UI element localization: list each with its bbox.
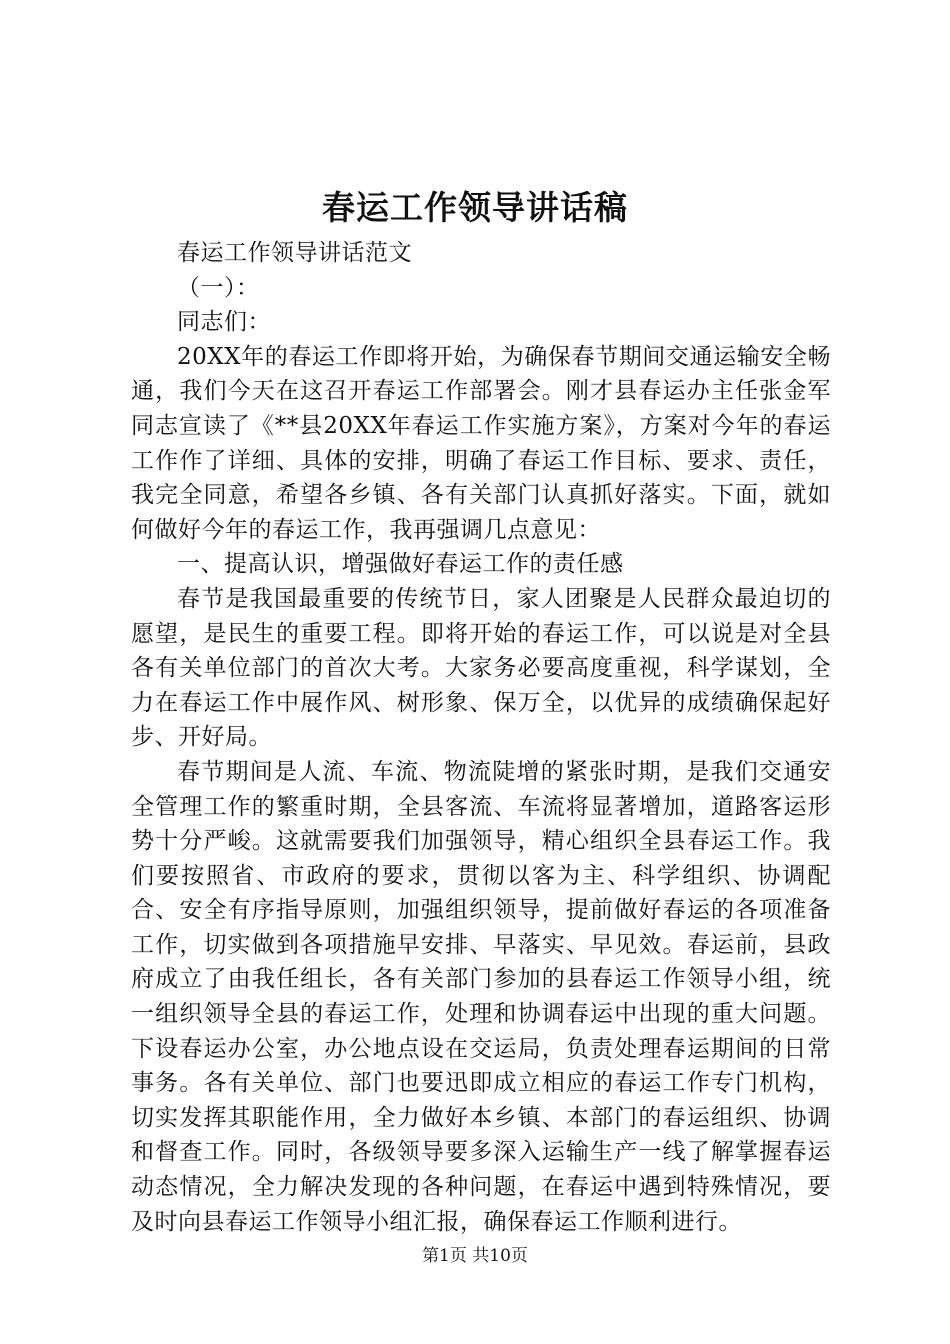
document-title: 春运工作领导讲话稿: [322, 188, 628, 227]
document-subtitle: 春运工作领导讲话范文: [177, 240, 412, 266]
section-marker: （一）：: [177, 274, 260, 301]
greeting: 同志们：: [177, 309, 271, 336]
page-number-footer: 第1页 共10页: [422, 1246, 528, 1266]
paragraph-3: 春节期间是人流、车流、物流陡增的紧张时期，是我们交通安全管理工作的繁重时期，全县客流、车流将显著增加，道路客运形势十分严峻。这就需要我们加强领导，精心组织全县春运工作。我们要按照省、市政府的要求，贯彻以客为主、科学组织、协调配合、安全有序指导原则，加强组织领导，提前做好春运的各项准备工作，切实做到各项措施早安排、早落实、早见效。春运前，县政府成立了由我任组长，各有关部门参加的县春运工作领导小组，统一组织领导全县的春运工作，处理和协调春运中出现的重大问题。下设春运办公室，办公地点设在交运局，负责处理春运期间的日常事务。各有关单位、部门也要迅即成立相应的春运工作专门机构，切实发挥其职能作用，全力做好本乡镇、本部门的春运组织、协调和督查工作。同时，各级领导要多深入运输生产一线了解掌握春运动态情况，全力解决发现的各种问题，在春运中遇到特殊情况，要及时向县春运工作领导小组汇报，确保春运工作顺利进行。: [131, 758, 831, 1235]
document-body: [131, 236, 831, 1239]
paragraph-2: 春节是我国最重要的传统节日，家人团聚是人民群众最迫切的愿望，是民生的重要工程。即将开始的春运工作，可以说是对全县各有关单位部门的首次大考。大家务必要高度重视，科学谋划，全力在春运工作中展作风、树形象、保万全，以优异的成绩确保起好步、开好局。: [131, 585, 831, 751]
paragraph-intro: 20XX年的春运工作即将开始，为确保春节期间交通运输安全畅通，我们今天在这召开春运工作部署会。刚才县春运办主任张金军同志宣读了《**县20XX年春运工作实施方案》，方案对今年的春运工作作了详细、具体的安排，明确了春运工作目标、要求、责任，我完全同意，希望各乡镇、各有关部门认真抓好落实。下面，就如何做好今年的春运工作，我再强调几点意见：: [131, 343, 831, 543]
section-heading-1: 一、提高认识，增强做好春运工作的责任感: [177, 551, 624, 578]
